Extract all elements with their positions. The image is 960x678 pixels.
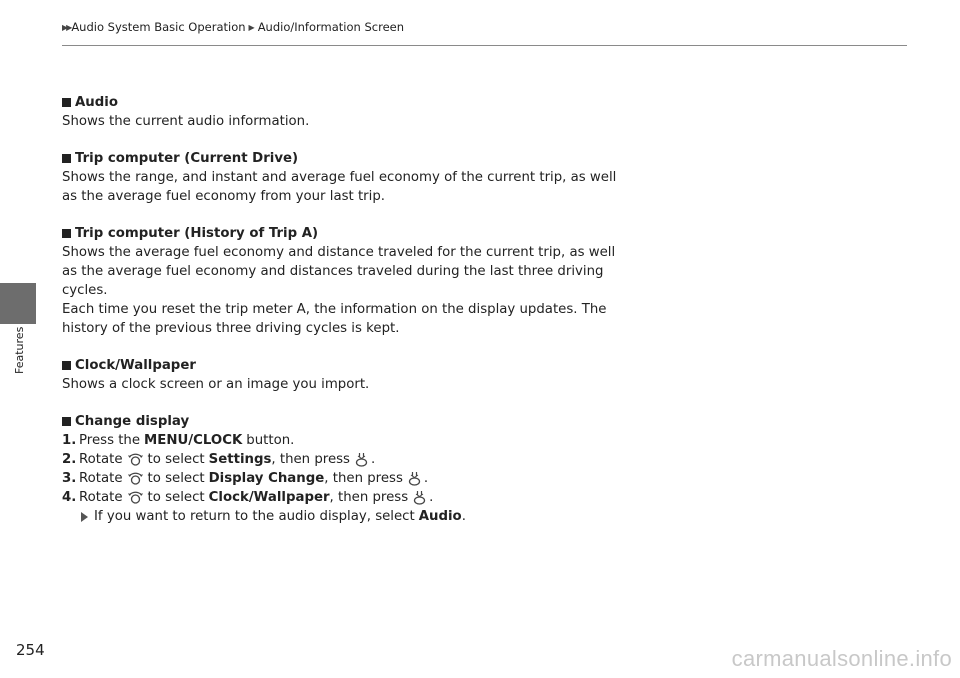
step-text: to select xyxy=(147,452,205,467)
selector-knob-icon xyxy=(127,470,144,487)
selector-knob-icon xyxy=(127,451,144,468)
breadcrumb-item-audio-info-screen[interactable]: Audio/Information Screen xyxy=(257,20,405,34)
square-bullet-icon xyxy=(62,229,71,238)
heading-text: Clock/Wallpaper xyxy=(75,358,196,373)
step-text: Rotate xyxy=(79,490,123,505)
body-line: Each time you reset the trip meter A, the information on the display updates. The xyxy=(62,302,607,317)
step-text: button. xyxy=(246,433,295,448)
step-text: . xyxy=(423,471,429,486)
body-line: Shows the average fuel economy and distance traveled for the current trip, as well xyxy=(62,245,616,260)
step-text: to select xyxy=(147,490,205,505)
step-text: Press the xyxy=(79,433,141,448)
push-knob-icon xyxy=(412,490,427,505)
section-clock-wallpaper xyxy=(62,356,622,394)
step-text: Rotate xyxy=(79,471,123,486)
step-text: , then press xyxy=(329,490,409,505)
breadcrumb-item-audio-system[interactable]: Audio System Basic Operation xyxy=(71,20,246,34)
section-heading xyxy=(62,224,622,243)
body-line: as the average fuel economy from your last trip. xyxy=(62,189,386,204)
selector-knob-icon xyxy=(127,489,144,506)
section-tab-marker xyxy=(0,283,36,324)
step-number: 1. xyxy=(62,433,77,448)
step-text: . xyxy=(429,490,434,505)
triangle-right-icon xyxy=(81,512,88,522)
section-change-display xyxy=(62,412,622,526)
section-tab-label: Features xyxy=(13,326,26,374)
section-heading xyxy=(62,356,622,375)
section-heading xyxy=(62,412,622,431)
section-trip-history xyxy=(62,224,622,338)
menu-clock-button-label: MENU/CLOCK xyxy=(144,433,243,448)
step-text: Rotate xyxy=(79,452,123,467)
sub-step-text: If you want to return to the audio display, select xyxy=(94,509,415,524)
body-line: history of the previous three driving cycles is kept. xyxy=(62,321,400,336)
breadcrumb xyxy=(62,20,404,34)
square-bullet-icon xyxy=(62,98,71,107)
watermark: carmanualsonline.info xyxy=(731,646,952,671)
step-2 xyxy=(62,450,622,469)
step-number: 2. xyxy=(62,452,77,467)
section-heading xyxy=(62,149,622,168)
step-number: 4. xyxy=(62,490,77,505)
main-content xyxy=(62,93,622,544)
header-divider xyxy=(62,45,907,46)
breadcrumb-arrow-icon: ▶ xyxy=(248,22,255,32)
step-text: , then press xyxy=(271,452,350,467)
square-bullet-icon xyxy=(62,361,71,370)
step-4 xyxy=(62,488,622,507)
step-text: , then press xyxy=(324,471,403,486)
push-knob-icon xyxy=(407,471,422,486)
heading-text: Trip computer (Current Drive) xyxy=(75,151,299,166)
section-body: Shows the current audio information. xyxy=(62,114,310,129)
step-1 xyxy=(62,431,622,450)
body-line: cycles. xyxy=(62,283,108,298)
section-body: Shows a clock screen or an image you import. xyxy=(62,377,370,392)
section-trip-current xyxy=(62,149,622,206)
heading-text: Trip computer (History of Trip A) xyxy=(75,226,319,241)
page-number: 254 xyxy=(16,641,45,659)
heading-text: Audio xyxy=(75,95,118,110)
push-knob-icon xyxy=(354,452,369,467)
section-audio xyxy=(62,93,622,131)
section-heading xyxy=(62,93,622,112)
step-3 xyxy=(62,469,622,488)
square-bullet-icon xyxy=(62,417,71,426)
step-number: 3. xyxy=(62,471,77,486)
step-text: to select xyxy=(147,471,205,486)
sub-step xyxy=(81,507,622,526)
body-line: Shows the range, and instant and average fuel economy of the current trip, as well xyxy=(62,170,617,185)
audio-label: Audio xyxy=(418,509,462,524)
heading-text: Change display xyxy=(75,414,190,429)
breadcrumb-double-arrow-icon: ▶▶ xyxy=(62,22,71,32)
step-text: . xyxy=(371,452,376,467)
clock-wallpaper-label: Clock/Wallpaper xyxy=(208,490,330,505)
body-line: as the average fuel economy and distances traveled during the last three driving xyxy=(62,264,604,279)
display-change-label: Display Change xyxy=(208,471,325,486)
settings-label: Settings xyxy=(208,452,272,467)
square-bullet-icon xyxy=(62,154,71,163)
sub-step-text: . xyxy=(461,509,466,524)
